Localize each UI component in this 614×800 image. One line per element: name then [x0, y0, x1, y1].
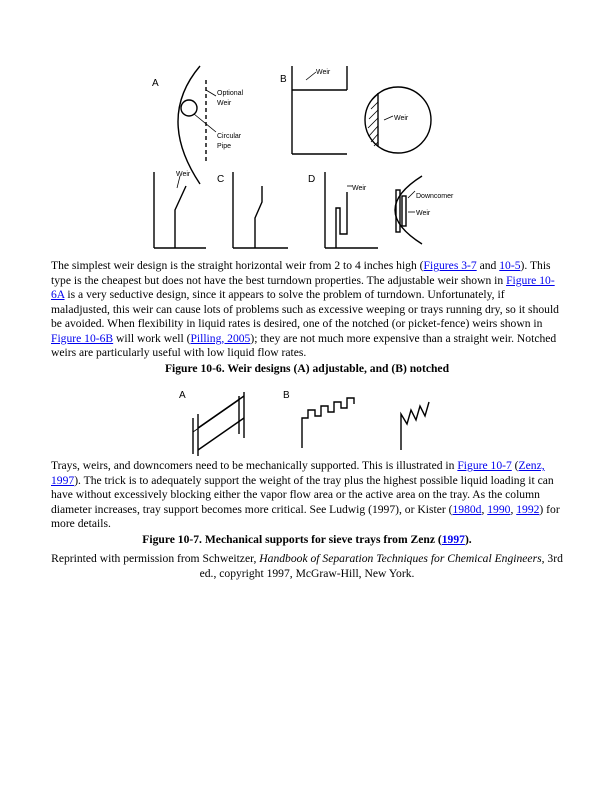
book-title: Handbook of Separation Techniques for Chemical Engineers — [259, 552, 542, 565]
link-1980d[interactable]: 1980d — [452, 502, 482, 516]
link-figures-3-7[interactable]: Figures 3-7 — [423, 259, 477, 272]
notched-panel-b-letter: B — [283, 390, 290, 401]
notched-panel-a-letter: A — [179, 390, 186, 401]
paragraph-weir-design: The simplest weir design is the straight horizontal weir from 2 to 4 inches high (Figures 3-7 and 10-5). This type is the cheapest but does not have the best turndown properties. The adjustable weir shown in Figure 10-6A is a very seductive design, since it appears to solve the problem of turndown. Unfortunately, if maladjusted, this weir can cause lots of problems such as excessive weeping or trays running dry, so it should be avoided. When flexibility in liquid rates is desired, one of the notched (or picket-fence) weirs shown in Figure 10-6B will work well (Pilling, 2005); they are not much more expensive than a straight weir. Notched weirs are particularly useful with low liquid flow rates. — [51, 259, 559, 359]
panel-d-weir-label-2: Weir — [416, 210, 431, 217]
panel-a-pipe-label-2: Pipe — [217, 143, 232, 150]
paragraph-tray-supports: Trays, weirs, and downcomers need to be mechanically supported. This is illustrated in Figure 10-7 (Zenz, 1997). The trick is to adequately support the weight of the tray plus the highest possible liquid loading it can have without excessively blocking either the vapor flow area or the active area on the tray. As the column diameter increases, tray support becomes more critical. See Ludwig (1997), or Kister (1980d, 1990, 1992) for more details. — [51, 459, 560, 530]
link-1992[interactable]: 1992 — [516, 502, 540, 516]
panel-a-circular-pipe — [181, 100, 197, 116]
link-figure-10-6a[interactable]: Figure 10-6A — [51, 273, 555, 301]
panel-a-optional-label-1: Optional — [217, 90, 244, 97]
link-10-5[interactable]: 10-5 — [499, 259, 521, 272]
panel-a-letter: A — [152, 78, 159, 89]
figure-10-6-diagram — [140, 58, 480, 258]
panel-d-downcomer-label: Downcomer — [416, 193, 454, 200]
panel-a-pipe-label-1: Circular — [217, 133, 242, 140]
link-figure-10-7[interactable]: Figure 10-7 — [457, 459, 512, 472]
panel-a-optional-label-2: Weir — [217, 100, 232, 107]
notched-weir-rect — [302, 398, 354, 448]
panel-d-weir-label: Weir — [352, 185, 367, 192]
figure-10-6-caption: Figure 10-6. Weir designs (A) adjustable, and (B) notched — [164, 362, 450, 375]
panel-b-weir-label: Weir — [316, 69, 331, 76]
link-zenz-1997-caption[interactable]: 1997 — [441, 533, 465, 546]
panel-b-letter: B — [280, 74, 287, 85]
link-zenz-1997[interactable]: Zenz, 1997 — [51, 459, 545, 487]
panel-a-column-wall — [178, 66, 200, 184]
link-figure-10-6b[interactable]: Figure 10-6B — [51, 331, 114, 345]
figure-10-7-caption: Figure 10-7. Mechanical supports for sieve trays from Zenz (1997). — [142, 533, 472, 546]
notched-weir-v — [401, 402, 429, 450]
panel-c-letter: C — [217, 174, 225, 185]
link-pilling-2005[interactable]: Pilling, 2005 — [190, 331, 251, 345]
link-1990[interactable]: 1990 — [487, 502, 511, 516]
panel-c-weir-label: Weir — [176, 171, 191, 178]
panel-b-weir-label-2: Weir — [394, 115, 409, 122]
panel-d-letter: D — [308, 174, 316, 185]
figure-credit: Reprinted with permission from Schweitzer, Handbook of Separation Techniques for Chemical Engineers, 3rd ed., copyright 1997, McGraw-Hill, New York. — [51, 552, 563, 580]
figure-10-6-notched-diagram — [175, 382, 445, 458]
